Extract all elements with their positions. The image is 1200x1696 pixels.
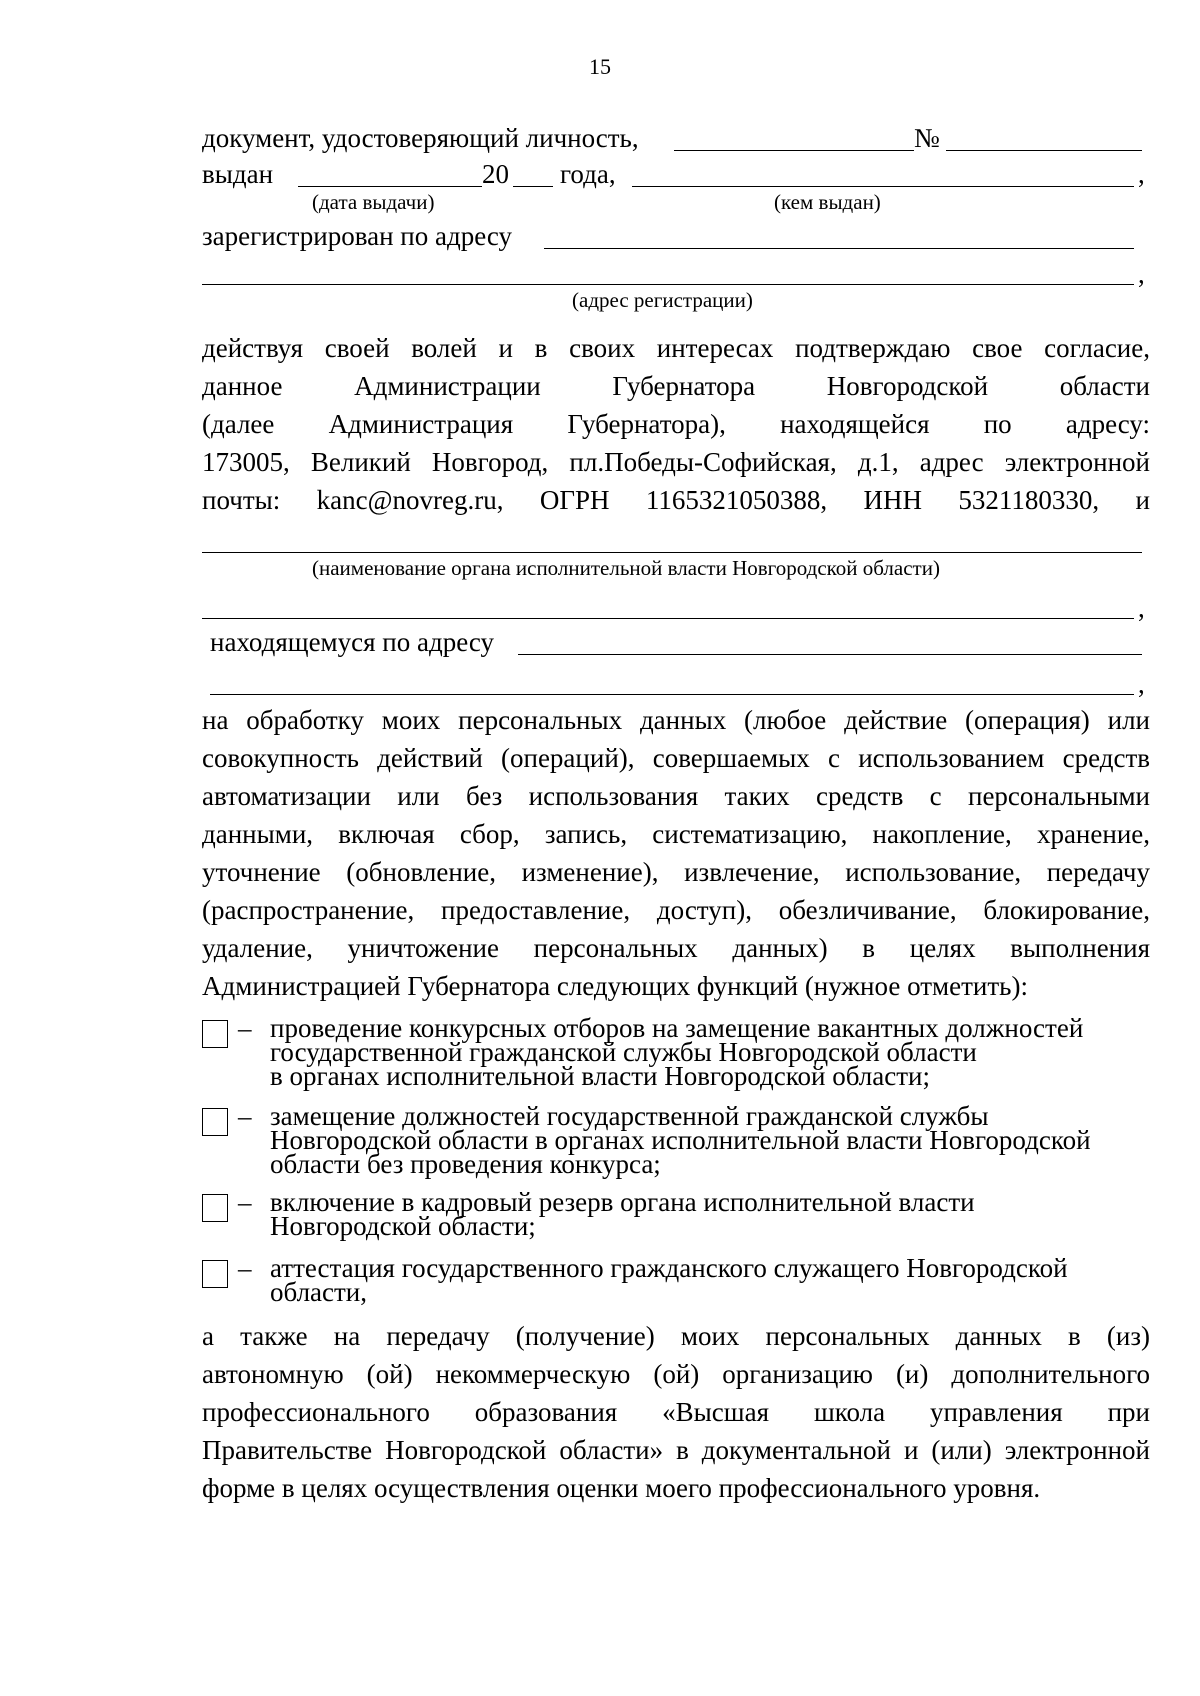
item-text: проведение конкурсных отборов на замещение вакантных должностей государственной гражданской службы Новгородской области в органах исполнительной власти Новгородской области; — [270, 1013, 1084, 1091]
identity-doc-blank[interactable] — [674, 150, 914, 151]
consent-line-5: почты: kanc@novreg.ru, ОГРН 1165321050388, ИНН 5321180330, и — [202, 485, 1150, 515]
number-sign: № — [914, 123, 940, 153]
organ-name-caption: (наименование органа исполнительной власти Новгородской области) — [312, 556, 940, 580]
issued-label: выдан — [202, 159, 274, 189]
processing-line-2: совокупность действий (операций), совершаемых с использованием средств — [202, 743, 1150, 773]
issue-year-blank[interactable] — [513, 186, 553, 187]
transfer-line-5: форме в целях осуществления оценки моего профессионального уровня. — [202, 1473, 1041, 1503]
item-text: замещение должностей государственной гражданской службы Новгородской области в органах исполнительной власти Новгородской области без проведения конкурса; — [270, 1101, 1091, 1179]
item-text: аттестация государственного гражданского служащего Новгородской области, — [270, 1253, 1068, 1307]
transfer-line-4: Правительстве Новгородской области» в документальной и (или) электронной — [202, 1435, 1150, 1465]
issue-date-caption: (дата выдачи) — [312, 190, 435, 214]
processing-line-8: Администрацией Губернатора следующих функций (нужное отметить): — [202, 971, 1028, 1001]
transfer-line-2: автономную (ой) некоммерческую (ой) организацию (и) дополнительного — [202, 1359, 1150, 1389]
identity-number-blank[interactable] — [946, 150, 1142, 151]
checklist-item — [202, 1187, 1150, 1246]
processing-line-1: на обработку моих персональных данных (любое действие (операция) или — [202, 705, 1150, 735]
checklist-item — [202, 1253, 1150, 1312]
checkbox[interactable] — [202, 1108, 228, 1136]
issue-date-blank[interactable] — [298, 186, 482, 187]
issuer-caption: (кем выдан) — [774, 190, 881, 214]
processing-line-6: (распространение, предоставление, доступ), обезличивание, блокирование, — [202, 895, 1150, 925]
year-prefix: 20 — [482, 159, 509, 189]
organ-name-blank-2[interactable] — [202, 618, 1134, 619]
consent-line-3: (далее Администрация Губернатора), находящейся по адресу: — [202, 409, 1150, 439]
organ-comma: , — [1138, 593, 1145, 623]
registration-comma: , — [1138, 259, 1145, 289]
checklist-item — [202, 1101, 1150, 1184]
checkbox[interactable] — [202, 1020, 228, 1048]
registration-caption: (адрес регистрации) — [572, 288, 753, 312]
processing-line-4: данными, включая сбор, запись, систематизацию, накопление, хранение, — [202, 819, 1150, 849]
transfer-line-1: а также на передачу (получение) моих персональных данных в (из) — [202, 1321, 1150, 1351]
located-comma: , — [1138, 669, 1145, 699]
year-suffix: года, — [560, 159, 616, 189]
located-address-blank-2[interactable] — [210, 694, 1134, 695]
processing-line-3: автоматизации или без использования таких средств с персональными — [202, 781, 1150, 811]
consent-line-1: действуя своей волей и в своих интересах подтверждаю свое согласие, — [202, 333, 1150, 363]
item-dash: – — [238, 1253, 252, 1283]
item-text: включение в кадровый резерв органа исполнительной власти Новгородской области; — [270, 1187, 975, 1241]
page-number: 15 — [589, 54, 611, 79]
identity-label: документ, удостоверяющий личность, — [202, 123, 639, 153]
item-dash: – — [238, 1101, 252, 1131]
checklist-item — [202, 1013, 1150, 1096]
located-label: находящемуся по адресу — [210, 627, 495, 657]
issued-comma: , — [1138, 159, 1145, 189]
checkbox[interactable] — [202, 1194, 228, 1222]
checkbox[interactable] — [202, 1260, 228, 1288]
consent-line-4: 173005, Великий Новгород, пл.Победы-Софийская, д.1, адрес электронной — [202, 447, 1150, 477]
item-dash: – — [238, 1187, 252, 1217]
registration-address-blank-1[interactable] — [544, 248, 1134, 249]
consent-line-2: данное Администрации Губернатора Новгородской области — [202, 371, 1150, 401]
processing-line-7: удаление, уничтожение персональных данных) в целях выполнения — [202, 933, 1150, 963]
organ-name-blank-1[interactable] — [202, 552, 1142, 553]
transfer-line-3: профессионального образования «Высшая школа управления при — [202, 1397, 1150, 1427]
issuer-blank[interactable] — [632, 186, 1134, 187]
item-dash: – — [238, 1013, 252, 1043]
registration-address-blank-2[interactable] — [202, 284, 1134, 285]
registered-label: зарегистрирован по адресу — [202, 221, 512, 251]
processing-line-5: уточнение (обновление, изменение), извлечение, использование, передачу — [202, 857, 1150, 887]
located-address-blank-1[interactable] — [518, 654, 1142, 655]
